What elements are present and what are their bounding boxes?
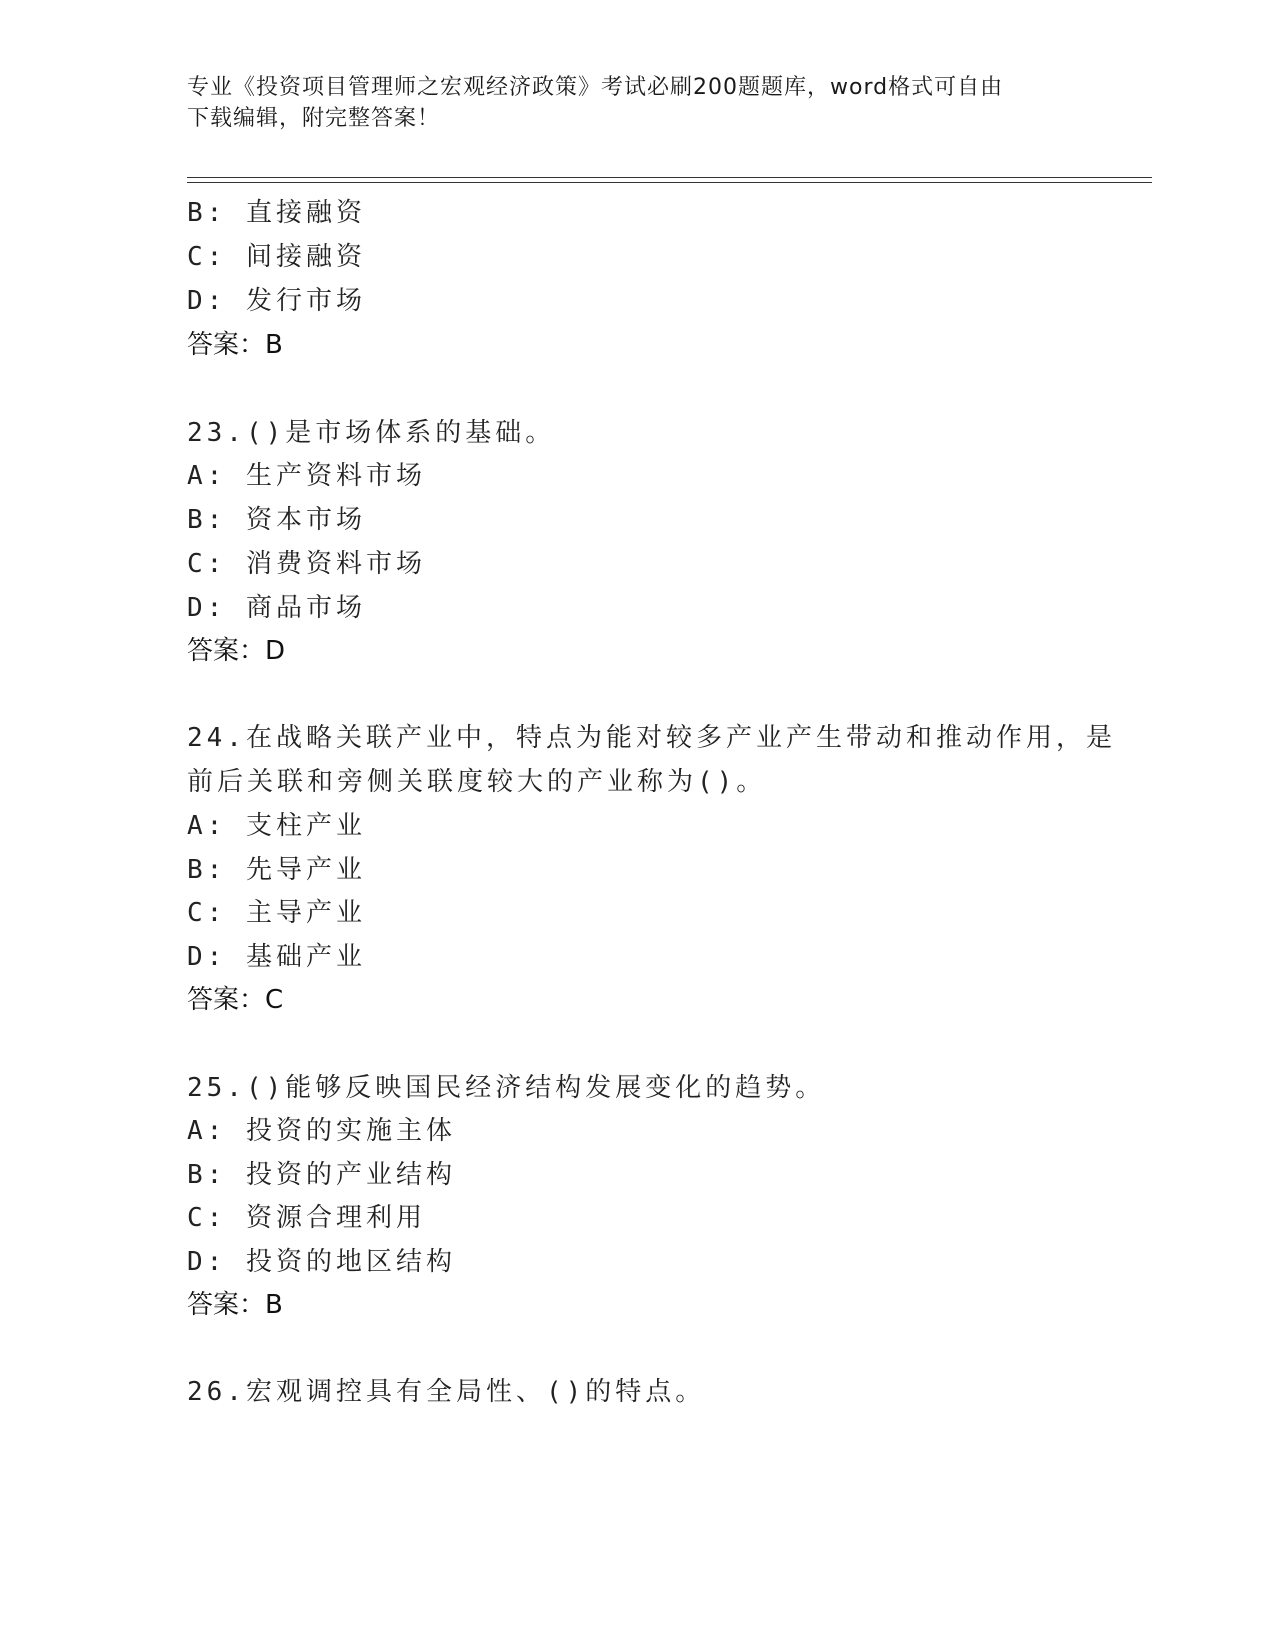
q23-option-b: B: 资本市场 bbox=[187, 505, 366, 535]
q24-stem-line-2: 前后关联和旁侧关联度较大的产业称为()。 bbox=[187, 767, 767, 797]
q24-option-b: B: 先导产业 bbox=[187, 855, 366, 885]
q25-stem: 25.()能够反映国民经济结构发展变化的趋势。 bbox=[187, 1073, 826, 1103]
q25-answer: 答案：B bbox=[187, 1290, 283, 1320]
q25-option-c: C: 资源合理利用 bbox=[187, 1203, 426, 1233]
header-line-2: 下载编辑，附完整答案！ bbox=[187, 106, 441, 131]
q24-stem-line-1: 24.在战略关联产业中，特点为能对较多产业产生带动和推动作用，是 bbox=[187, 723, 1116, 753]
q22-option-c: C: 间接融资 bbox=[187, 242, 366, 272]
header-line-1: 专业《投资项目管理师之宏观经济政策》考试必刷200题题库，word格式可自由 bbox=[187, 75, 1004, 100]
header-rule-bottom bbox=[187, 182, 1152, 183]
header-rule-top bbox=[187, 177, 1152, 178]
q22-option-b: B: 直接融资 bbox=[187, 198, 366, 228]
q23-option-a: A: 生产资料市场 bbox=[187, 461, 426, 491]
q24-option-a: A: 支柱产业 bbox=[187, 811, 366, 841]
q23-option-d: D: 商品市场 bbox=[187, 593, 366, 623]
document-header bbox=[187, 72, 1067, 134]
q24-option-d: D: 基础产业 bbox=[187, 942, 366, 972]
q23-option-c: C: 消费资料市场 bbox=[187, 549, 426, 579]
q25-option-a: A: 投资的实施主体 bbox=[187, 1116, 456, 1146]
q25-option-d: D: 投资的地区结构 bbox=[187, 1247, 456, 1277]
q25-option-b: B: 投资的产业结构 bbox=[187, 1160, 456, 1190]
q23-stem: 23.()是市场体系的基础。 bbox=[187, 418, 556, 448]
q24-answer: 答案：C bbox=[187, 985, 284, 1015]
q22-answer: 答案：B bbox=[187, 330, 283, 360]
q23-answer: 答案：D bbox=[187, 636, 286, 666]
q22-option-d: D: 发行市场 bbox=[187, 286, 366, 316]
q24-option-c: C: 主导产业 bbox=[187, 898, 366, 928]
q26-stem: 26.宏观调控具有全局性、()的特点。 bbox=[187, 1377, 706, 1407]
